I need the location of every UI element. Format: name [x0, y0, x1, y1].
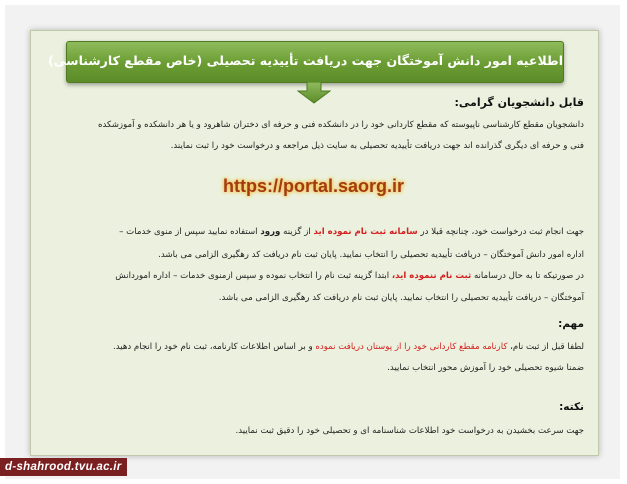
not-registered-highlight: ثبت نام ننموده اید،: [391, 271, 472, 281]
site-watermark: d-shahrood.tvu.ac.ir: [0, 458, 127, 476]
important-line-2: ضمنا شیوه تحصیلی خود را آموزش محور انتخاب نمایید.: [387, 363, 584, 373]
not-registered-line-1: [115, 269, 584, 283]
important-line-1: [113, 340, 584, 354]
note-heading: نکته:: [559, 401, 584, 413]
not-registered-line-2: آموختگان – دریافت تأییدیه تحصیلی را انتخاب نمایید. پایان ثبت نام دریافت کد رهگیری الزامی می باشد.: [218, 293, 584, 303]
important-prefix: لطفا قبل از ثبت نام،: [510, 342, 584, 352]
not-registered-suffix: ابتدا گزینه ثبت نام را انتخاب نموده و سپس ازمنوی خدمات – اداره اموردانش: [115, 271, 390, 281]
intro-line-1: دانشجویان مقطع کارشناسی ناپیوسته که مقطع کاردانی خود را در دانشکده فنی و حرفه ای دختران شاهرود و یا هر دانشکده و آموزشکده: [97, 120, 584, 130]
greeting-heading: قابل دانشجویان گرامی:: [454, 96, 584, 109]
banner-title: اطلاعیه امور دانش آموختگان جهت دریافت تأییدیه تحصیلی (خاص مقطع کارشناسی): [47, 53, 563, 68]
important-highlight: کارنامه مقطع کاردانی خود را از پوستان دریافت نموده: [315, 342, 508, 352]
registered-mid: از گزینه: [283, 227, 311, 237]
registered-prefix: جهت انجام ثبت درخواست خود، چنانچه قبلا در: [420, 227, 584, 237]
portal-link[interactable]: [0, 176, 627, 197]
note-text: جهت سرعت بخشیدن به درخواست خود اطلاعات شناسنامه ای و تحصیلی خود را دقیق ثبت نمایید.: [235, 426, 584, 436]
registered-highlight: سامانه ثبت نام نموده اید: [313, 227, 418, 237]
important-suffix: و بر اساس اطلاعات کارنامه، ثبت نام خود را انجام دهید.: [112, 342, 313, 352]
login-word: ورود: [260, 227, 281, 237]
intro-line-2: فنی و حرفه ای دیگری گذرانده اند جهت دریافت تأییدیه تحصیلی به سایت ذیل مراجعه و درخواست خود را ثبت نمایند.: [170, 141, 584, 151]
registered-suffix: استفاده نمایید سپس از منوی خدمات –: [119, 227, 258, 237]
portal-url-text[interactable]: https://portal.saorg.ir: [222, 176, 404, 196]
important-heading: مهم:: [558, 318, 584, 330]
announcement-title-banner: [47, 41, 564, 83]
not-registered-prefix: در صورتیکه تا به حال درسامانه: [473, 271, 584, 281]
registered-instructions-line-1: [119, 225, 584, 239]
down-arrow-icon: [297, 82, 331, 104]
registered-instructions-line-2: اداره امور دانش آموختگان – دریافت تأییدیه تحصیلی را انتخاب نمایید. پایان ثبت نام دریافت کد رهگیری الزامی می باشد.: [158, 250, 584, 260]
